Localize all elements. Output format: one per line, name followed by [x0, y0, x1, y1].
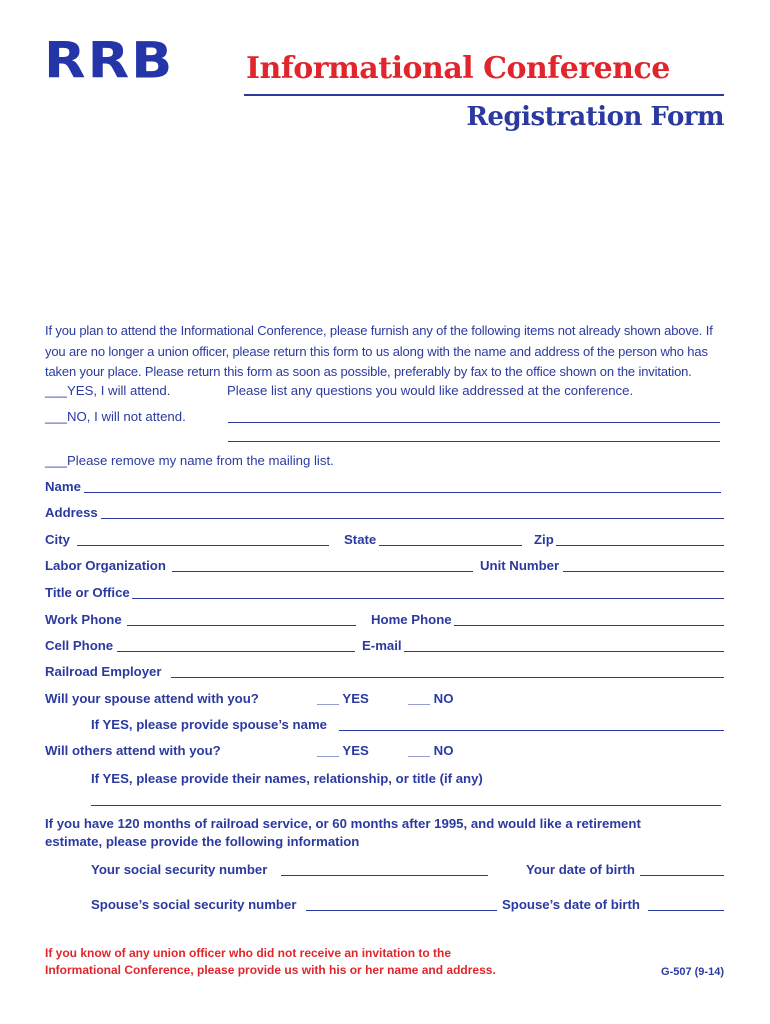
dob-label: Your date of birth	[526, 862, 635, 877]
cell-phone-label: Cell Phone	[45, 638, 114, 653]
city-field[interactable]	[77, 545, 329, 546]
spouse-dob-field[interactable]	[648, 910, 724, 911]
attend-no-option[interactable]: ___NO, I will not attend.	[45, 409, 186, 424]
home-phone-field[interactable]	[454, 625, 724, 626]
questions-line-1[interactable]	[228, 422, 720, 423]
others-question: Will others attend with you?	[45, 743, 221, 758]
spouse-ssn-label: Spouse’s social security number	[91, 897, 297, 912]
page-title: Informational Conference	[246, 51, 670, 86]
retirement-text-line-1: If you have 120 months of railroad service, or 60 months after 1995, and would like a retirement	[45, 816, 641, 831]
page-subtitle: Registration Form	[466, 102, 724, 132]
work-phone-field[interactable]	[127, 625, 356, 626]
remove-from-mailing-option[interactable]: ___Please remove my name from the mailing list.	[45, 453, 334, 468]
home-phone-label: Home Phone	[371, 612, 452, 627]
dob-field[interactable]	[640, 875, 724, 876]
address-field[interactable]	[101, 518, 724, 519]
spouse-name-label: If YES, please provide spouse’s name	[91, 717, 328, 732]
title-office-label: Title or Office	[45, 585, 130, 600]
zip-field[interactable]	[556, 545, 724, 546]
retirement-text-line-2: estimate, please provide the following information	[45, 834, 360, 849]
unit-number-label: Unit Number	[480, 558, 560, 573]
others-details-field[interactable]	[91, 805, 721, 806]
footer-note-line-2: Informational Conference, please provide us with his or her name and address.	[45, 963, 496, 977]
form-code: G-507 (9-14)	[661, 966, 724, 978]
railroad-employer-field[interactable]	[171, 677, 724, 678]
name-label: Name	[45, 479, 81, 494]
ssn-label: Your social security number	[91, 862, 268, 877]
state-field[interactable]	[379, 545, 522, 546]
others-yes-option[interactable]: ___ YES	[317, 743, 369, 758]
spouse-yes-option[interactable]: ___ YES	[317, 691, 369, 706]
work-phone-label: Work Phone	[45, 612, 122, 627]
spouse-dob-label: Spouse’s date of birth	[502, 897, 640, 912]
others-details-label: If YES, please provide their names, relationship, or title (if any)	[91, 771, 483, 786]
railroad-employer-label: Railroad Employer	[45, 664, 162, 679]
email-field[interactable]	[404, 651, 724, 652]
spouse-ssn-field[interactable]	[306, 910, 497, 911]
address-label: Address	[45, 505, 98, 520]
questions-line-2[interactable]	[228, 441, 720, 442]
zip-label: Zip	[534, 532, 554, 547]
title-office-field[interactable]	[132, 598, 724, 599]
unit-number-field[interactable]	[563, 571, 724, 572]
ssn-field[interactable]	[281, 875, 488, 876]
footer-note-line-1: If you know of any union officer who did not receive an invitation to the	[45, 946, 452, 960]
spouse-question: Will your spouse attend with you?	[45, 691, 259, 706]
spouse-name-field[interactable]	[339, 730, 724, 731]
cell-phone-field[interactable]	[117, 651, 355, 652]
email-label: E-mail	[362, 638, 402, 653]
labor-organization-label: Labor Organization	[45, 558, 166, 573]
others-no-option[interactable]: ___ NO	[408, 743, 454, 758]
spouse-no-option[interactable]: ___ NO	[408, 691, 454, 706]
rrb-logo: RRB	[44, 31, 175, 90]
labor-organization-field[interactable]	[172, 571, 473, 572]
title-divider	[244, 94, 724, 96]
questions-label: Please list any questions you would like addressed at the conference.	[227, 383, 634, 398]
attend-yes-option[interactable]: ___YES, I will attend.	[45, 383, 171, 398]
name-field[interactable]	[84, 492, 721, 493]
intro-paragraph: If you plan to attend the Informational Conference, please furnish any of the following items not already shown above. If you are no longer a union officer, please return this form to us along with the name and address of the person who has taken your place. Please return this form as soon as possible, preferably by fax to the office shown on the invitation.	[45, 323, 713, 379]
state-label: State	[344, 532, 377, 547]
city-label: City	[45, 532, 70, 547]
